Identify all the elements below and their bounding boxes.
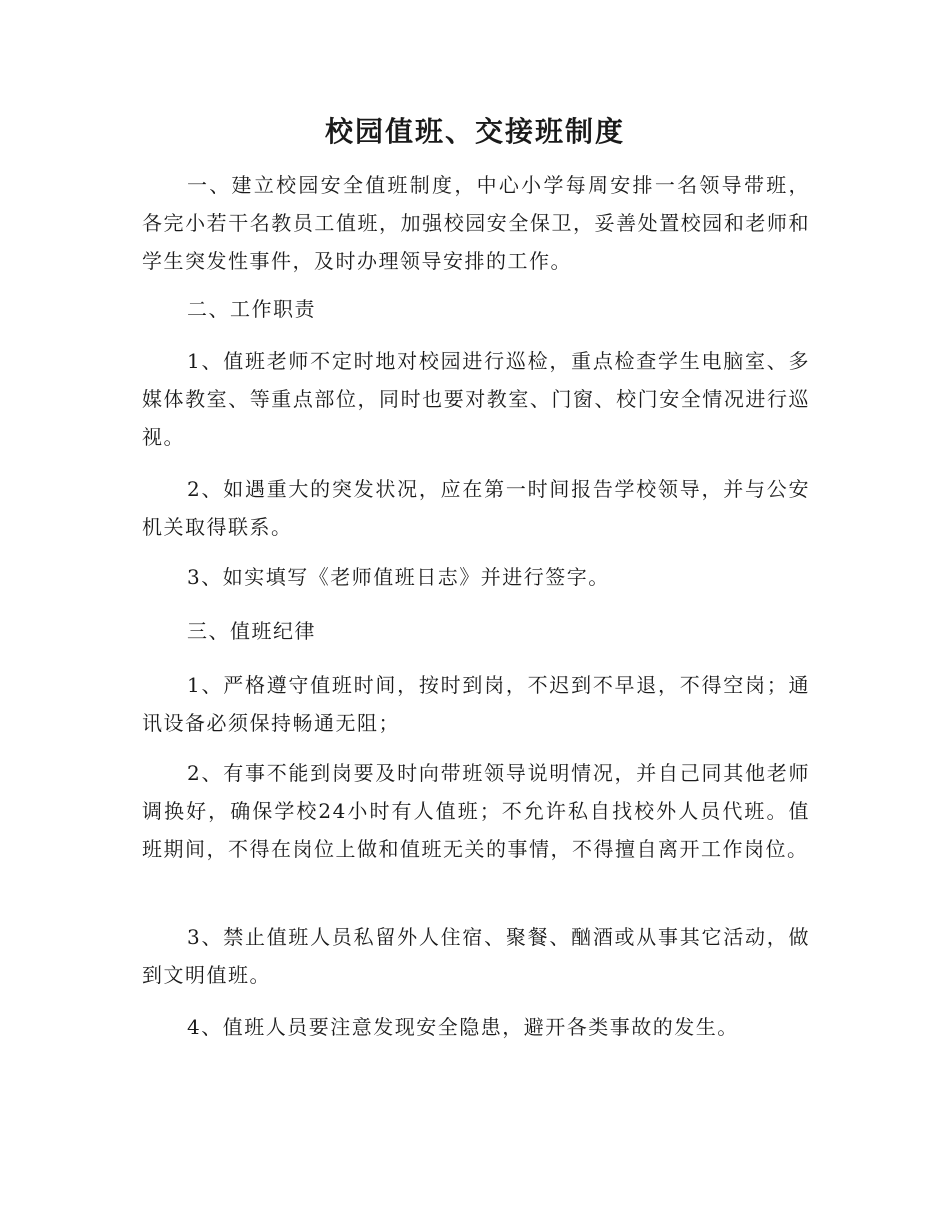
- section-heading-discipline: 三、值班纪律: [187, 619, 316, 643]
- paragraph-establish-system: 一、建立校园安全值班制度，中心小学每周安排一名领导带班，各完小若干名教员工值班，加强校园安全保卫，妥善处置校园和老师和学生突发性事件，及时办理领导安排的工作。: [142, 173, 810, 273]
- paragraph-discipline-time: 1、严格遵守值班时间，按时到岗，不迟到不早退，不得空岗；通讯设备必须保持畅通无阻；: [142, 673, 810, 735]
- document-title: 校园值班、交接班制度: [324, 115, 625, 148]
- paragraph-discipline-safety: 4、值班人员要注意发现安全隐患，避开各类事故的发生。: [187, 1015, 739, 1039]
- paragraph-discipline-absence: 2、有事不能到岗要及时向带班领导说明情况，并自己同其他老师调换好，确保学校24小时有人值班；不允许私自找校外人员代班。值班期间，不得在岗位上做和值班无关的事情，不得擅自离开工作岗位。: [142, 761, 810, 861]
- section-heading-duties: 二、工作职责: [187, 297, 316, 321]
- paragraph-duty-log: 3、如实填写《老师值班日志》并进行签字。: [187, 565, 610, 589]
- paragraph-duty-patrol: 1、值班老师不定时地对校园进行巡检，重点检查学生电脑室、多媒体教室、等重点部位，同时也要对教室、门窗、校门安全情况进行巡视。: [142, 349, 810, 449]
- paragraph-duty-emergency: 2、如遇重大的突发状况，应在第一时间报告学校领导，并与公安机关取得联系。: [142, 477, 810, 539]
- paragraph-discipline-prohibit: 3、禁止值班人员私留外人住宿、聚餐、酗酒或从事其它活动，做到文明值班。: [142, 925, 810, 987]
